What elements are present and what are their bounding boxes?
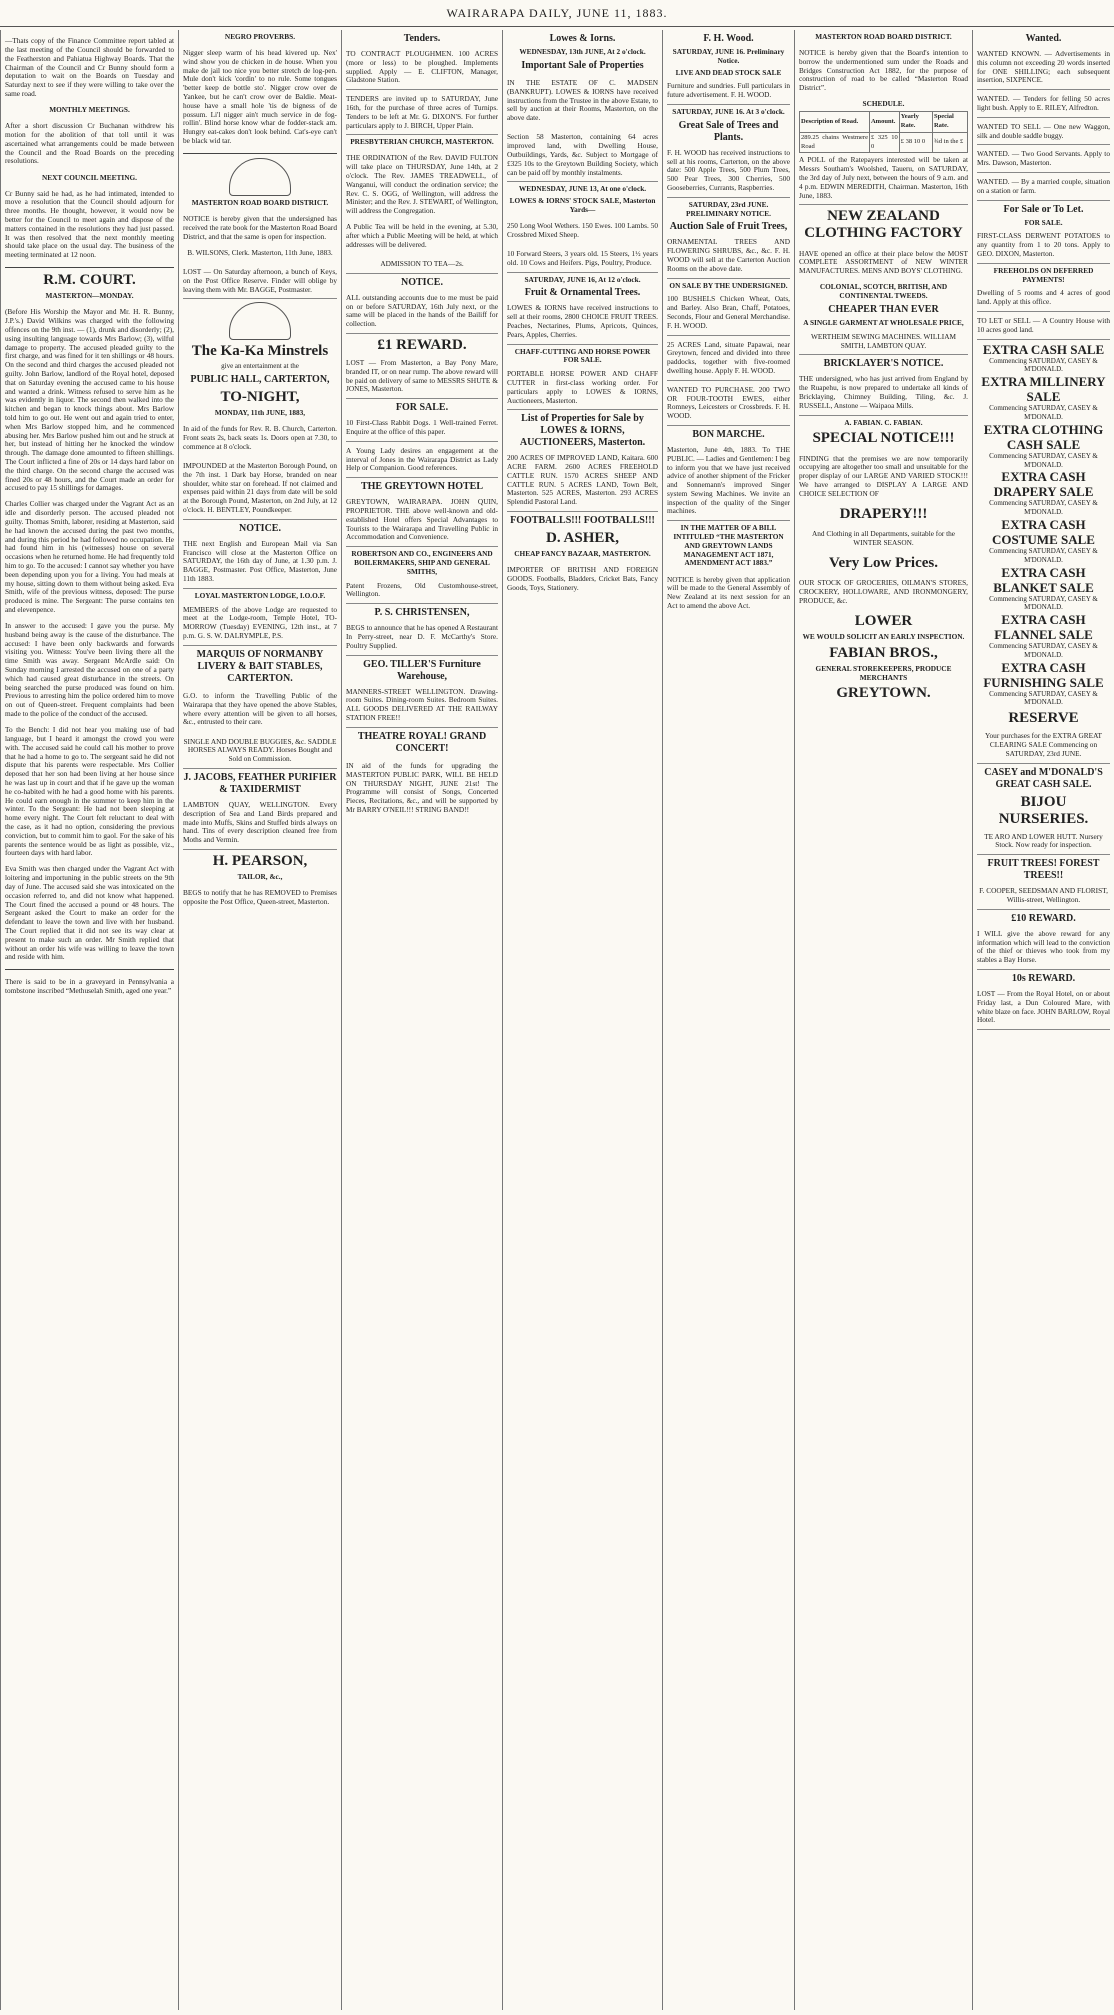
paragraph: In answer to the accused: I gave you the purse. My husband being away is the cause of the disturbance. The accused: I have been only backwards and forwards visiting you. Witness: You've been living there all the time Smith was away. Sergeant McArdle said: On Sunday morning I arrested the accused on one of a party which had caused great disturbance in the streets. On being searched the purse produced was found on him. Previous to arresting him the police ordered him to move on out of Queen-street. Frequent complaints had been made to the police of the conduct of the accused. (5, 621, 174, 719)
lodge-body: MEMBERS of the above Lodge are requested to meet at the Lodge-room, Temple Hotel, TO-MORROW (Tuesday) EVENING, 12th inst., at 7 p.m. G. S. W. DALRYMPLE, P.S. (183, 603, 337, 646)
extra-sub: Commencing SATURDAY, CASEY & M'DONALD. (989, 689, 1098, 707)
table-header: Description of Road. (800, 112, 870, 133)
sale-heading: FOR SALE. (395, 402, 449, 414)
jacobs-heading: J. JACOBS, FEATHER PURIFIER & TAXIDERMIST (183, 771, 337, 795)
reward-body: LOST — From Masterton, a Bay Pony Mare, branded IT, or on near rump. The above reward will be paid on delivery of same to MESSRS SHUTE & JONES, Masterton. (346, 356, 498, 399)
stock-heading: LIVE AND DEAD STOCK SALE (675, 67, 782, 77)
sale-body: 10 First-Class Rabbit Dogs. 1 Well-trained Ferret. Enquire at the office of this paper. (346, 416, 498, 442)
reward-heading: £10 REWARD. (1011, 912, 1076, 924)
reward-body: LOST — From the Royal Hotel, on or about Friday last, a Dun Coloured Mare, with white blaze on face. JOHN BARLOW, Royal Hotel. (977, 987, 1110, 1030)
paragraph: Cr Bunny said he had, as he had intimated, intended to move a resolution that the Council should adjourn for three months. He thought, however, it would now be better for the Council to meet again and dispose of the matters contained in the resolutions they had just passed. It was then resolved that the next monthly meeting should take place on the usual day. The business of the meeting terminated at 12 noon. (5, 188, 174, 260)
livery-heading: MARQUIS OF NORMANBY LIVERY & BAIT STABLES, CARTERTON. (196, 648, 324, 684)
fruit-body: LOWES & IORNS have received instructions to sell at their rooms, 2800 CHOICE FRUIT TREES. Peaches, Nectarines, Plums, Apricots, Quinces, Pears, Apples, Cherries. (507, 301, 658, 344)
asher-sub: CHEAP FANCY BAZAAR, MASTERTON. (514, 549, 651, 559)
paragraph: G.O. to inform the Travelling Public of the Wairarapa that they have opened the above Stables, where every attention will be given to all horses, &c., entrusted to their care. (183, 691, 337, 727)
lead-paragraph: —Thats copy of the Finance Committee report tabled at the last meeting of the Council should be forwarded to the Featherston and Pahiatua Highway Boards. That the Chairman of the Council and Cr Bunny should form a deputation to wait on the Boards on Tuesday and Saturday next to see if they were willing to take over the same road. (5, 36, 174, 99)
cattle-ad: 10 Forward Steers, 3 years old. 15 Steers, 1½ years old. 10 Cows and Heifers. Pigs, Poultry, Produce. (507, 247, 658, 273)
country-ad: TO LET or SELL — A Country House with 10 acres good land. (977, 314, 1110, 340)
church-heading: PRESBYTERIAN CHURCH, MASTERTON. (350, 137, 494, 147)
paragraph: IMPORTER OF BRITISH AND FOREIGN GOODS. Footballs, Bladders, Cricket Bats, Fancy Goods, Toys, Stationery. (507, 565, 658, 592)
paragraph: NOTICE is hereby given that the undersigned has received the rate book for the Masterton Road Board District, and that the same is open for inspection. (183, 214, 337, 241)
table-row (800, 132, 968, 153)
wanted-ad: WANTED. — By a married couple, situation on a station or farm. (977, 175, 1110, 201)
casey-heading: CASEY and M'DONALD'S GREAT CASH SALE. (984, 766, 1103, 790)
date-line: SATURDAY, 23rd JUNE. PRELIMINARY NOTICE. (685, 199, 771, 218)
paragraph: IN THE ESTATE OF C. MADSEN (BANKRUPT). LOWES & IORNS have received instructions from the Trustee in the above Estate, to sell by auction at their Rooms, Masterton, on the above date. (507, 78, 658, 123)
court-subtitle: MASTERTON—MONDAY. (45, 291, 134, 301)
bill-heading: IN THE MATTER OF A BILL INTITULED “THE MASTERTON AND GREYTOWN LANDS MANAGEMENT ACT 1871, AMENDMENT ACT 1883.” (673, 523, 784, 568)
reserve-body: Your purchases for the EXTRA GREAT CLEARING SALE Commencing on SATURDAY, 23rd JUNE. (977, 729, 1110, 763)
minstrels-when: MONDAY, 11th JUNE, 1883, (214, 408, 306, 418)
pearson-sub: TAILOR, &c., (237, 871, 283, 881)
auction-body: ORNAMENTAL TREES AND FLOWERING SHRUBS, &c., &c. F. H. WOOD will sell at the Carterton Auction Rooms on the above date. (667, 235, 790, 278)
schedule-heading: SCHEDULE. (862, 99, 905, 109)
paragraph: To the Bench: I did not hear you making use of bad language, but I heard it amongst the crowd you were with. The accused said he could call his mother to prove that he had a home to go to. The sergeant said he did not dispute that his parents were respectable. Mrs Collier deposed that her son had been living at her house since he was last up in court and that if he gave up the woman he co-habited with he had a good home with his parents. He could earn enough in the summer to keep him in the winter. To the Sergeant: He had not been sleeping at home every night. The Court felt reluctant to deal with the case, as it had no option, considering the previous conviction, but to commit him to gaol. For the sake of his parents the sentence would be as light as possible, viz., fourteen days with hard labor. (5, 725, 174, 858)
tender-ad: TO CONTRACT PLOUGHMEN. 100 ACRES (more or less) to be ploughed. Implements supplied. Apply — E. CLIFTON, Manager, Gladstone Station. (346, 47, 498, 90)
wholesale-heading: A SINGLE GARMENT AT WHOLESALE PRICE, (803, 317, 964, 327)
extra-sale: EXTRA MILLINERY SALE (981, 374, 1106, 405)
stock-heading: LOWES & IORNS' STOCK SALE, Masterton Yards— (509, 196, 656, 214)
table-header-row (800, 112, 968, 133)
minstrels-venue: PUBLIC HALL, CARTERTON, (190, 374, 330, 386)
colonial-heading: COLONIAL, SCOTCH, BRITISH, AND CONTINENTAL TWEEDS. (819, 282, 948, 301)
reward-heading: £1 REWARD. (377, 337, 467, 354)
paragraph: THE ORDINATION of the Rev. DAVID FULTON will take place on THURSDAY, June 14th, at 2 o'clock. The Rev. JAMES TREADWELL, of Wanganui, will conduct the ordination service; the Rev. C. S. OGG, of Wellington, will address the Minister; and the Rev. J. STEWART, of Wellington, will address the Congregation. (346, 153, 498, 216)
impounded-ad: IMPOUNDED at the Masterton Borough Pound, on the 7th inst. 1 Dark bay Horse, branded on near shoulder, white star on forehead. If not claimed and expenses paid within 21 days from date will be sold at the Borough Pound, Masterton, on 2nd July, at 12 o'clock. H. BENTLEY, Poundkeeper. (183, 459, 337, 520)
date-line: WEDNESDAY, JUNE 13, At one o'clock. (518, 184, 647, 194)
column-6 (794, 30, 972, 2010)
robertson-heading: ROBERTSON AND CO., ENGINEERS AND BOILERMAKERS, SHIP AND GENERAL SMITHS, (351, 549, 493, 576)
bros-sub: GENERAL STOREKEEPERS, PRODUCE MERCHANTS (815, 663, 952, 682)
freehold-body: Dwelling of 5 rooms and 4 acres of good land. Apply at this office. (977, 286, 1110, 312)
paragraph: FINDING that the premises we are now temporarily occupying are altogether too small and unsuitable for the proper display of our LARGE AND VARIED STOCK!!! We have arranged to DISPLAY A LARGE AND CHOICE SELECTION OF (799, 453, 968, 498)
extra-sub: Commencing SATURDAY, CASEY & M'DONALD. (989, 642, 1098, 659)
wanted-ad: WANTED TO SELL — One new Waggon, silk and double saddle buggy. (977, 120, 1110, 146)
lodge-heading: LOYAL MASTERTON LODGE, I.O.O.F. (194, 590, 326, 600)
board-heading: MASTERTON ROAD BOARD DISTRICT. (191, 198, 329, 208)
divider (5, 969, 174, 970)
minstrels-title: The Ka-Ka Minstrels (191, 343, 329, 360)
tenders-title: Tenders. (403, 33, 441, 44)
livery-tail: SINGLE AND DOUBLE BUGGIES, &c. SADDLE HORSES ALWAYS READY. Horses Bought and Sold on Commission. (183, 735, 337, 769)
lower-heading: LOWER (854, 613, 913, 630)
christensen-body: BEGS to announce that he has opened A Restaurant In Perry-street, near D. F. McCarthy's Store. Poultry Supplied. (346, 621, 498, 655)
section-ad: Section 58 Masterton, containing 64 acres improved land, with Dwelling House, Outbuildings, Yards, &c. Subject to Mortgage of £325 10s to the Greytown Building Society, which can be paid off by monthly instalments. (507, 130, 658, 182)
wanted-ad: WANTED KNOWN. — Advertisements in this column not exceeding 20 words inserted for ONE SHILLING; each subsequent insertion, SIXPENCE. (977, 47, 1110, 90)
bricklayer-body: THE undersigned, who has just arrived from England by the Ruapehu, is now prepared to undertake all kinds of Bricklaying, Chimney Building, Tiling, &c. J. RUSSELL, Anstone — Waipaoa Mills. (799, 372, 968, 415)
extra-sale: EXTRA CASH FURNISHING SALE (983, 659, 1104, 690)
wanted-ad: WANTED. — Tenders for felling 50 acres light bush. Apply to E. RILEY, Alfredton. (977, 92, 1110, 118)
paragraph: In aid of the funds for Rev. R. B. Church, Carterton. Front seats 2s, back seats 1s. Doors open at 7.30, to commence at 8 o'clock. (183, 424, 337, 451)
sale-heading: ON SALE BY THE UNDERSIGNED. (669, 280, 788, 290)
coat-of-arms-icon (229, 158, 291, 196)
table-cell: 289.25 chains Westmere Road (800, 132, 870, 153)
land-ad: 25 ACRES Land, situate Papawai, near Greytown, fenced and divided into three paddocks, together with five-roomed dwelling house. Apply F. H. WOOD. (667, 338, 790, 381)
greytown-body: GREYTOWN, WAIRARAPA. JOHN QUIN, PROPRIETOR. THE above well-known and old-established Hotel offers Special Advantages to Tourists to the Wairarapa and Travelling Public in Accommodation and Convenience. (346, 495, 498, 547)
extra-sub: Commencing SATURDAY, CASEY & M'DONALD. (989, 404, 1098, 421)
paragraph: Charles Collier was charged under the Vagrant Act as an idle and disorderly person. The accused pleaded not guilty. Thomas Smith, laborer, residing at Masterton, said he had known the accused during the past two months, and during this period he had followed no occupation. He had found him in his (witnesses) house on several occasions when he returned home. He had frequently told him to go. To the accused: I cannot say whether you have been depending upon you for a living. You had meals at my house, sitting down to them without being asked. Eva Smith, wife of the previous witness, deposed: The purse produced is mine. The Sergeant: The purse contains ten and elevenpence. (5, 499, 174, 614)
table-header: Special Rate. (932, 112, 967, 133)
table-cell: ¾d in the £ (932, 132, 967, 153)
bijou-heading: BIJOU NURSERIES. (998, 793, 1089, 827)
minstrels-sub: give an entertainment at the (221, 362, 299, 371)
fruit-heading: Fruit & Ornamental Trees. (524, 287, 641, 299)
coat-of-arms-icon (229, 302, 291, 340)
notice-heading: NOTICE. (401, 276, 443, 288)
list-heading: List of Properties for Sale by LOWES & IORNS, AUCTIONEERS, Masterton. (519, 413, 646, 449)
stock-body: Furniture and sundries. Full particulars in future advertisement. F. H. WOOD. (667, 79, 790, 105)
date-line: SATURDAY, JUNE 16. At 3 o'clock. (672, 106, 785, 116)
footer-paragraph: There is said to be in a graveyard in Pennsylvania a tombstone inscribed “Methuselah Smith, aged one year.” (5, 976, 174, 995)
freehold-heading: FREEHOLDS ON DEFERRED PAYMENTS! (993, 265, 1094, 284)
wanted-ad: WANTED TO PURCHASE. 200 TWO OR FOUR-TOOTH EWES, either Romneys, Leicesters or Crossbreds. F. H. WOOD. (667, 383, 790, 426)
asher-heading: D. ASHER, (546, 530, 619, 547)
paragraph: And Clothing in all Departments, suitable for the WINTER SEASON. (811, 529, 956, 547)
wertheim-ad: WERTHEIM SEWING MACHINES. WILLIAM SMITH, LAMBTON QUAY. (799, 330, 968, 356)
bon-body: Masterton, June 4th, 1883. To THE PUBLIC. — Ladies and Gentlemen: I beg to inform you that we have just received advice of another shipment of the Fricker and Sonnemann's improved Singer system Sewing Machines. We invite an inspection of the quality of the Singer machines. (667, 443, 790, 521)
christensen-heading: P. S. CHRISTENSEN, (374, 607, 470, 619)
tiller-body: MANNERS-STREET WELLINGTON. Drawing-room Suites. Dining-room Suites. Bedroom Suites. ALL GOODS DELIVERED AT THE RAILWAY STATION FREE!! (346, 685, 498, 728)
sale-title: Important Sale of Properties (521, 59, 644, 71)
fabian-names: A. FABIAN. C. FABIAN. (844, 417, 923, 427)
paragraph: A Public Tea will be held in the evening, at 5.30, after which a Public Meeting will be held, at which addresses will be delivered. (346, 222, 498, 249)
heading-next-council: NEXT COUNCIL MEETING. (42, 172, 137, 182)
extra-sale: EXTRA CASH FLANNEL SALE (994, 612, 1093, 643)
bijou-body: TE ARO AND LOWER HUTT. Nursery Stock. Now ready for inspection. (977, 830, 1110, 856)
wood-heading: F. H. Wood. (703, 33, 754, 44)
schedule-table (799, 111, 968, 153)
forsale-heading: FOR SALE. (1024, 217, 1063, 227)
paragraph: NOTICE is hereby given that the Board's intention to borrow the undermentioned sum under the Roads and Bridges Construction Act 1882, for the purpose of construction of road to be called “Masterton Road District”. (799, 48, 968, 93)
theatre-heading: THEATRE ROYAL! GRAND CONCERT! (357, 730, 487, 754)
paragraph: OUR STOCK OF GROCERIES, OILMAN'S STORES, CROCKERY, HOLLOWARE, AND IRONMONGERY, PRODUCE, &c. (799, 578, 968, 605)
lost-ad: LOST — On Saturday afternoon, a bunch of Keys, on the Post Office Reserve. Finder will oblige by leaving them with Mr. BAGGE, Postmaster. (183, 265, 337, 299)
column-3 (341, 30, 502, 2010)
reward-heading: 10s REWARD. (1011, 973, 1076, 985)
bon-heading: BON MARCHE. (692, 428, 765, 440)
divider (5, 267, 174, 268)
paragraph: Nigger sleep warm of his head kivered up. Nex' wind show you de chicken in de house. When you make de jail too nice you better stretch de log-pen. Mule don't kick 'cordin' to no rule. Some tongues 'better keep de bottle sto'. Nigger crow over de Yankee, but he can't crow over de Baldie. Meat-house have a small hole 'tis de bigness of de possum. Li'l nigger ain't much service in de fog-rollin'. Blind horse know whar de fodder-stack am. Hungry eat-cakes don't look behind. Cat's-eye can't be black wid tar. (183, 48, 337, 146)
trees-heading: Great Sale of Trees and Plants. (678, 119, 779, 143)
list-body: 200 ACRES OF IMPROVED LAND, Kaitara. 600 ACRE FARM. 2600 ACRES FREEHOLD CATTLE RUN. 1570 ACRES SHEEP AND CATTLE RUN. 5 ACRES LAND, Town Belt, Masterton. 525 ACRES, Masterton. 293 ACRES Splendid Pastoral Land. (507, 451, 658, 512)
reward-body: I WILL give the above reward for any information which will lead to the conviction of the thief or thieves who took from my stables a Bay Horse. (977, 927, 1110, 970)
court-title: R.M. COURT. (43, 272, 136, 289)
extra-sub: Commencing SATURDAY, CASEY & M'DONALD. (989, 546, 1098, 564)
notice-body: ALL outstanding accounts due to me must be paid on or before SATURDAY, 16th July next, or the same will be placed in the hands of the Bailiff for collection. (346, 291, 498, 334)
extra-sale: EXTRA CASH BLANKET SALE (993, 564, 1094, 595)
trees-body: F. H. WOOD has received instructions to sell at his rooms, Carterton, on the above date: 500 Apple Trees, 500 Plum Trees, 500 Pear Trees, 300 Cherries, 500 Gooseberries, Currants, Raspberries. (667, 146, 790, 198)
notice-body: THE next English and European Mail via San Francisco will close at the Masterton Office on SATURDAY, the 16th day of June, at 1.30 p.m. J. BAGGE, Postmaster. Post Office, Masterton, June 11th 1883. (183, 537, 337, 589)
lady-ad: A Young Lady desires an engagement at the interval of Jones in the Wairarapa District as Lady Help or Companion. Good references. (346, 444, 498, 478)
extra-sale: EXTRA CLOTHING CASH SALE (983, 421, 1104, 452)
chaff-body: PORTABLE HORSE POWER AND CHAFF CUTTER in first-class working order. For particulars apply to LOWES & IORNS, Auctioneers, Masterton. (507, 367, 658, 410)
table-header: Yearly Rate. (899, 112, 932, 133)
date-line: SATURDAY, JUNE 16. Preliminary Notice. (672, 47, 785, 65)
notice-heading: NOTICE. (239, 522, 281, 534)
wanted-ad: WANTED. — Two Good Servants. Apply to Mrs. Dawson, Masterton. (977, 147, 1110, 173)
paragraph: 250 Long Wool Wethers. 150 Ewes. 100 Lambs. 50 Crossbred Mixed Sheep. (507, 221, 658, 239)
chaff-heading: CHAFF-CUTTING AND HORSE POWER FOR SALE. (514, 346, 651, 365)
poll-ad: A POLL of the Ratepayers interested will be taken at Messrs Southam's Woolshed, Taueru, on SATURDAY, the 3rd day of July next, between the hours of 9 a.m. and 4 p.m. EDWIN MEREDITH, Chairman. Masterton, 16th June, 1883. (799, 153, 968, 205)
admission: ADMISSION TO TEA—2s. (346, 257, 498, 274)
jacobs-body: LAMBTON QUAY, WELLINGTON. Every description of Sea and Land Birds prepared and made into Muffs, Skins and Stuffed birds always on hand. Tins of every description cleaned free from Moths and Vermin. (183, 798, 337, 850)
table-cell: £ 38 10 0 (899, 132, 932, 153)
column-7 (972, 30, 1114, 2010)
factory-heading: NEW ZEALAND CLOTHING FACTORY (804, 208, 963, 242)
extra-sale: EXTRA CASH COSTUME SALE (992, 516, 1095, 547)
extra-sub: Commencing SATURDAY, CASEY & M'DONALD. (989, 356, 1098, 374)
potatoes-ad: FIRST-CLASS DERWENT POTATOES to any quantity from 1 to 20 tons. Apply to GEO. DIXON, Masterton. (977, 229, 1110, 263)
greytown-heading: THE GREYTOWN HOTEL (360, 481, 484, 493)
auction-heading: Auction Sale of Fruit Trees, (669, 221, 788, 233)
paragraph: BEGS to notify that he has REMOVED to Premises opposite the Post Office, Queen-street, Masterton. (183, 888, 337, 906)
column-5 (662, 30, 794, 2010)
column-4 (502, 30, 662, 2010)
special-heading: SPECIAL NOTICE!!! (812, 430, 955, 447)
firm-heading: Lowes & Iorns. (549, 33, 616, 44)
extra-sub: Commencing SATURDAY, CASEY & M'DONALD. (989, 451, 1098, 469)
footballs-heading: FOOTBALLS!!! FOOTBALLS!!! (510, 515, 655, 527)
signature: B. WILSONS, Clerk. Masterton, 11th June, 1883. (187, 247, 333, 257)
robertson-body: Patent Frozens, Old Customhouse-street, Wellington. (346, 579, 498, 605)
paragraph: (Before His Worship the Mayor and Mr. H. R. Bunny, J.P.'s.) David Wilkins was charged with the following offences on the 9th inst. — (1), drunk and disorderly; (2), using insulting language towards Mrs Barlow; (3), wilful damage to property. The accused pleaded guilty to the first charge, and was fined for it ten shillings or 48 hours. On the second and third charges the accused pleaded not guilty. John Barlow, landlord of the Royal hotel, deposed that on Saturday evening the accused came to his house and wanted a drink. Witness refused to serve him as he was evidently in liquor. The second then walked into the kitchen and began to knock things about. Mrs Barlow told him to go out. He went out and again tried to enter, when Mrs Barlow stopped him, and he commenced abusing her. Mrs Barlow pushed him out and he struck at her, but instead of hitting her he knocked the window through. The damage done amounted to fifteen shillings. The Court inflicted a fine of 20s or 14 days hard labor on the third charge. On the second charge the accused was fined 20s or 48 hours, and the Court made an order for accused to pay 15 shillings for damages. (5, 307, 174, 493)
sale-body: 100 BUSHELS Chicken Wheat, Oats, and Barley. Also Bran, Chaff, Potatoes, Seconds, Flour and General Merchandise. F. H. WOOD. (667, 292, 790, 335)
extra-sale: EXTRA CASH SALE (982, 341, 1105, 357)
date-line: SATURDAY, JUNE 16, At 12 o'clock. (524, 274, 641, 284)
cheaper-heading: CHEAPER THAN EVER (828, 303, 939, 315)
greytown-heading: GREYTOWN. (836, 685, 931, 702)
bricklayer-heading: BRICKLAYER'S NOTICE. (823, 358, 944, 370)
bros-heading: FABIAN BROS., (829, 644, 938, 661)
paragraph: HAVE opened an office at their place below the MOST COMPLETE ASSORTMENT of NEW WINTER MANUFACTURES. MENS AND BOYS' CLOTHING. (799, 248, 968, 276)
extra-sub: Commencing SATURDAY, CASEY & M'DONALD. (989, 594, 1098, 612)
table-cell: £ 325 10 0 (869, 132, 899, 153)
extra-sale: EXTRA CASH DRAPERY SALE (993, 469, 1094, 500)
wanted-heading: Wanted. (1025, 33, 1062, 44)
inspection-heading: WE WOULD SOLICIT AN EARLY INSPECTION. (802, 632, 965, 642)
column-1 (0, 30, 178, 2010)
column-2 (178, 30, 341, 2010)
date-line: WEDNESDAY, 13th JUNE, At 2 o'clock. (519, 47, 646, 56)
extra-sub: Commencing SATURDAY, CASEY & M'DONALD. (989, 499, 1098, 517)
reserve-heading: RESERVE (1008, 710, 1079, 727)
tender-ad: TENDERS are invited up to SATURDAY, June 16th, for the purchase of three acres of Turnips. Tenders to be left at Mr. G. DIXON'S. For further particulars apply to J. BIRCH, Upper Plain. (346, 92, 498, 135)
paragraph: Eva Smith was then charged under the Vagrant Act with loitering and importuning in the public streets on the 9th day of June. The accused said she was intoxicated on the occasion referred to, and did not know what happened. The Court fined the accused a pound or 48 hours. The Sergeant asked the Court to make an order for the defendant to leave the town and live with her husband. The Court replied that it did not see its way clear at present to make such an order. Mr Smith replied that without an order his wife was willing to leave the town and reside with him. (5, 864, 174, 962)
cooper-ad: F. COOPER, SEEDSMAN AND FLORIST, Willis-street, Wellington. (977, 884, 1110, 910)
masthead: WAIRARAPA DAILY, JUNE 11, 1883. (0, 0, 1114, 27)
sale-heading: For Sale or To Let. (1003, 203, 1084, 215)
low-prices: Very Low Prices. (829, 555, 938, 572)
drapery-heading: DRAPERY!!! (839, 505, 928, 522)
table-header: Amount. (869, 112, 899, 133)
minstrels-date: TO-NIGHT, (220, 389, 300, 406)
paragraph: IN aid of the funds for upgrading the MASTERTON PUBLIC PARK, WILL BE HELD ON THURSDAY NIGHT, JUNE 21st! The Programme will consist of Songs, Concerted Pieces, Recitations, &c., and will be supported by Mr BARRY O'NEIL!!! STRING BAND!! (346, 761, 498, 815)
board-title: MASTERTON ROAD BOARD DISTRICT. (815, 32, 952, 41)
proverbs-title: NEGRO PROVERBS. (224, 32, 296, 41)
heading-monthly-meetings: MONTHLY MEETINGS. (49, 105, 130, 115)
divider (183, 153, 337, 154)
pearson-heading: H. PEARSON, (212, 852, 308, 869)
tiller-heading: GEO. TILLER'S Furniture Warehouse, (363, 658, 481, 682)
paragraph: NOTICE is hereby given that application will be made to the General Assembly of New Zealand at its next session for an Act to amend the above Act. (667, 574, 790, 610)
paragraph: After a short discussion Cr Buchanan withdrew his motion for the abolition of that toll until it was ascertained what arrangements could be made between the Council and the Road Boards on the preceding resolutions. (5, 121, 174, 166)
trees-heading: FRUIT TREES! FOREST TREES!! (987, 858, 1100, 882)
